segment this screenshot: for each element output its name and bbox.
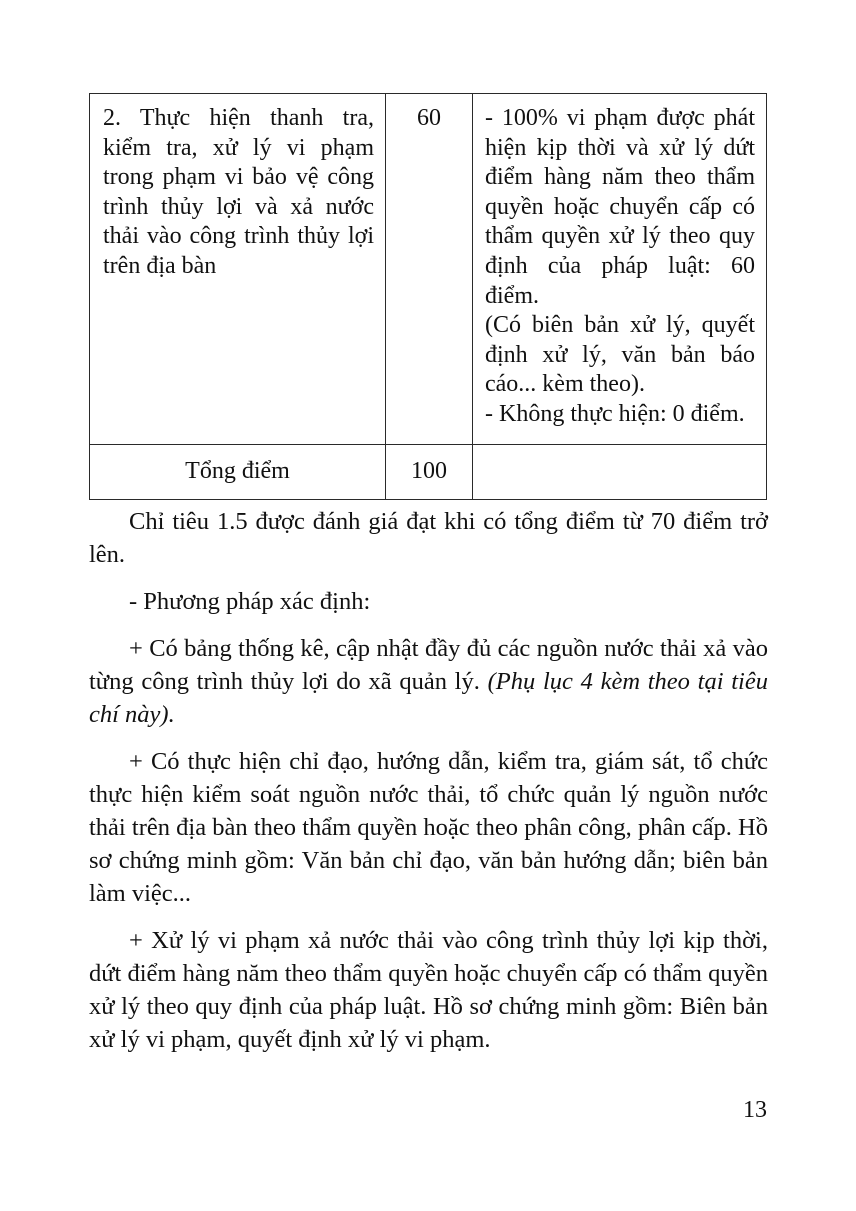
total-label-cell: Tổng điểm: [90, 444, 386, 499]
points-cell: 60: [386, 94, 473, 445]
page-number: 13: [743, 1097, 767, 1123]
scoring-table: [89, 93, 767, 500]
appendix-reference: (Phụ lục 4 kèm theo tại tiêu chí này).: [89, 668, 768, 728]
paragraph-violation-handling: + Xử lý vi phạm xả nước thải vào công trình thủy lợi kịp thời, dứt điểm hàng năm theo thẩm quyền hoặc chuyển cấp có thẩm quyền xử lý theo quy định của pháp luật. Hồ sơ chứng minh gồm: Biên bản xử lý vi phạm, quyết định xử lý vi phạm.: [89, 927, 768, 1053]
total-points-cell: 100: [386, 444, 473, 499]
paragraph-statistics-text: + Có bảng thống kê, cập nhật đầy đủ các nguồn nước thải xả vào từng công trình thủy lợi do xã quản lý.: [89, 635, 768, 695]
body-text: [89, 505, 768, 1056]
total-scoring-cell: [473, 444, 767, 499]
total-row: [90, 444, 767, 499]
scoring-cell: [473, 94, 767, 445]
scoring-line: - Không thực hiện: 0 điểm.: [485, 400, 745, 427]
paragraph-evaluation: Chỉ tiêu 1.5 được đánh giá đạt khi có tổng điểm từ 70 điểm trở lên.: [89, 508, 768, 568]
paragraph-direction: + Có thực hiện chỉ đạo, hướng dẫn, kiểm tra, giám sát, tổ chức thực hiện kiểm soát nguồn nước thải, tổ chức quản lý nguồn nước thải trên địa bàn theo thẩm quyền hoặc theo phân công, phân cấp. Hồ sơ chứng minh gồm: Văn bản chỉ đạo, văn bản hướng dẫn; biên bản làm việc...: [89, 748, 768, 907]
criterion-cell: 2. Thực hiện thanh tra, kiểm tra, xử lý vi phạm trong phạm vi bảo vệ công trình thủy lợi và xả nước thải vào công trình thủy lợi trên địa bàn: [90, 94, 386, 445]
scoring-line: (Có biên bản xử lý, quyết định xử lý, văn bản báo cáo... kèm theo).: [485, 312, 755, 398]
table-row: [90, 94, 767, 445]
scoring-line: - 100% vi phạm được phát hiện kịp thời và xử lý dứt điểm hàng năm theo thẩm quyền hoặc chuyển cấp có thẩm quyền xử lý theo quy định của pháp luật: 60 điểm.: [485, 105, 755, 309]
paragraph-method-heading: - Phương pháp xác định:: [129, 588, 371, 615]
paragraph-statistics: [89, 632, 768, 731]
